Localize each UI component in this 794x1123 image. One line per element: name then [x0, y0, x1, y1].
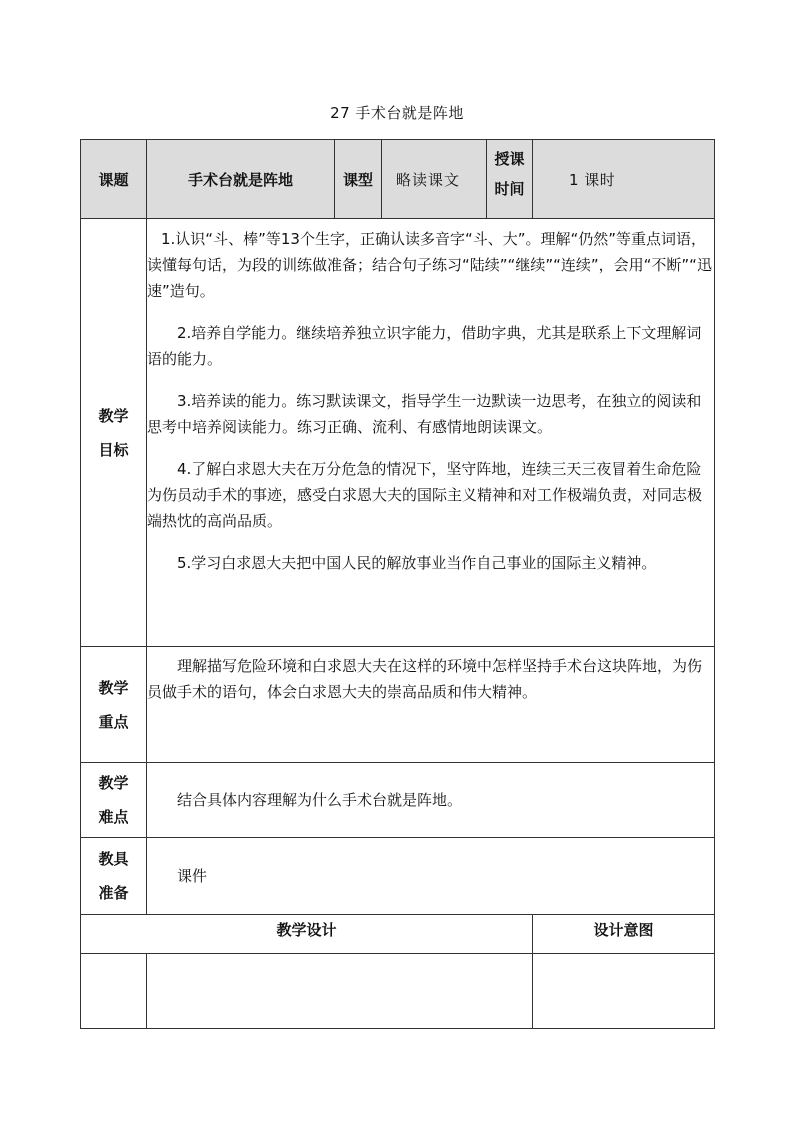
- intent-content-cell: [533, 954, 715, 1029]
- time-label-line2: 时间: [494, 180, 525, 198]
- materials-row: [81, 838, 715, 915]
- difficulties-text: 结合具体内容理解为什么手术台就是阵地。: [177, 791, 463, 809]
- materials-text: 课件: [177, 867, 208, 885]
- goal-item: 5.学习白求恩大夫把中国人民的解放事业当作自己事业的国际主义精神。: [177, 554, 657, 572]
- goal-item: 1.认识“斗、棒”等13个生字，正确认读多音字“斗、大”。理解“仍然”等重点词语，读懂每句话，为段的训练做准备；结合句子练习“陆续”“继续”“连续”，会用“不断”“迅速”造句。: [147, 230, 712, 300]
- design-body-row: [81, 954, 715, 1029]
- key-points-content: [147, 647, 715, 763]
- key-points-row: [81, 647, 715, 763]
- time-label: [487, 140, 533, 219]
- materials-label: [81, 838, 147, 915]
- type-value: 略读课文: [382, 140, 487, 219]
- key-points-label-line2: 重点: [98, 712, 129, 731]
- difficulties-content: [147, 763, 715, 838]
- difficulties-label-line2: 难点: [98, 808, 129, 826]
- goals-label: [81, 219, 147, 647]
- goal-item: 3.培养读的能力。练习默读课文，指导学生一边默读一边思考，在独立的阅读和思考中培养阅读能力。练习正确、流利、有感情地朗读课文。: [147, 392, 702, 436]
- goals-label-line1: 教学: [98, 406, 129, 425]
- key-points-label-line1: 教学: [98, 678, 129, 697]
- materials-content: [147, 838, 715, 915]
- goal-item: 2.培养自学能力。继续培养独立识字能力，借助字典，尤其是联系上下文理解词语的能力。: [147, 324, 702, 368]
- design-content-cell: [147, 954, 533, 1029]
- goals-content: [147, 219, 715, 647]
- key-points-label: [81, 647, 147, 763]
- lesson-plan-table: [80, 139, 715, 1029]
- time-value: 1 课时: [533, 140, 715, 219]
- materials-label-line1: 教具: [98, 850, 129, 868]
- time-label-line1: 授课: [494, 150, 525, 168]
- difficulties-label: [81, 763, 147, 838]
- intent-header: 设计意图: [533, 915, 715, 954]
- type-label: 课型: [335, 140, 382, 219]
- topic-label: 课题: [81, 140, 147, 219]
- design-header-row: [81, 915, 715, 954]
- difficulties-label-line1: 教学: [98, 774, 129, 792]
- design-header: 教学设计: [81, 915, 533, 954]
- document-title: 27 手术台就是阵地: [330, 104, 464, 122]
- goals-label-line2: 目标: [98, 440, 129, 459]
- materials-label-line2: 准备: [98, 884, 129, 902]
- difficulties-row: [81, 763, 715, 838]
- design-step-cell: [81, 954, 147, 1029]
- goals-row: [81, 219, 715, 647]
- topic-value: 手术台就是阵地: [147, 140, 335, 219]
- goal-item: 4.了解白求恩大夫在万分危急的情况下，坚守阵地，连续三天三夜冒着生命危险为伤员动手术的事迹，感受白求恩大夫的国际主义精神和对工作极端负责，对同志极端热忱的高尚品质。: [147, 460, 703, 530]
- header-row: [81, 140, 715, 219]
- key-points-text: 理解描写危险环境和白求恩大夫在这样的环境中怎样坚持手术台这块阵地，为伤员做手术的语句，体会白求恩大夫的崇高品质和伟大精神。: [147, 657, 703, 701]
